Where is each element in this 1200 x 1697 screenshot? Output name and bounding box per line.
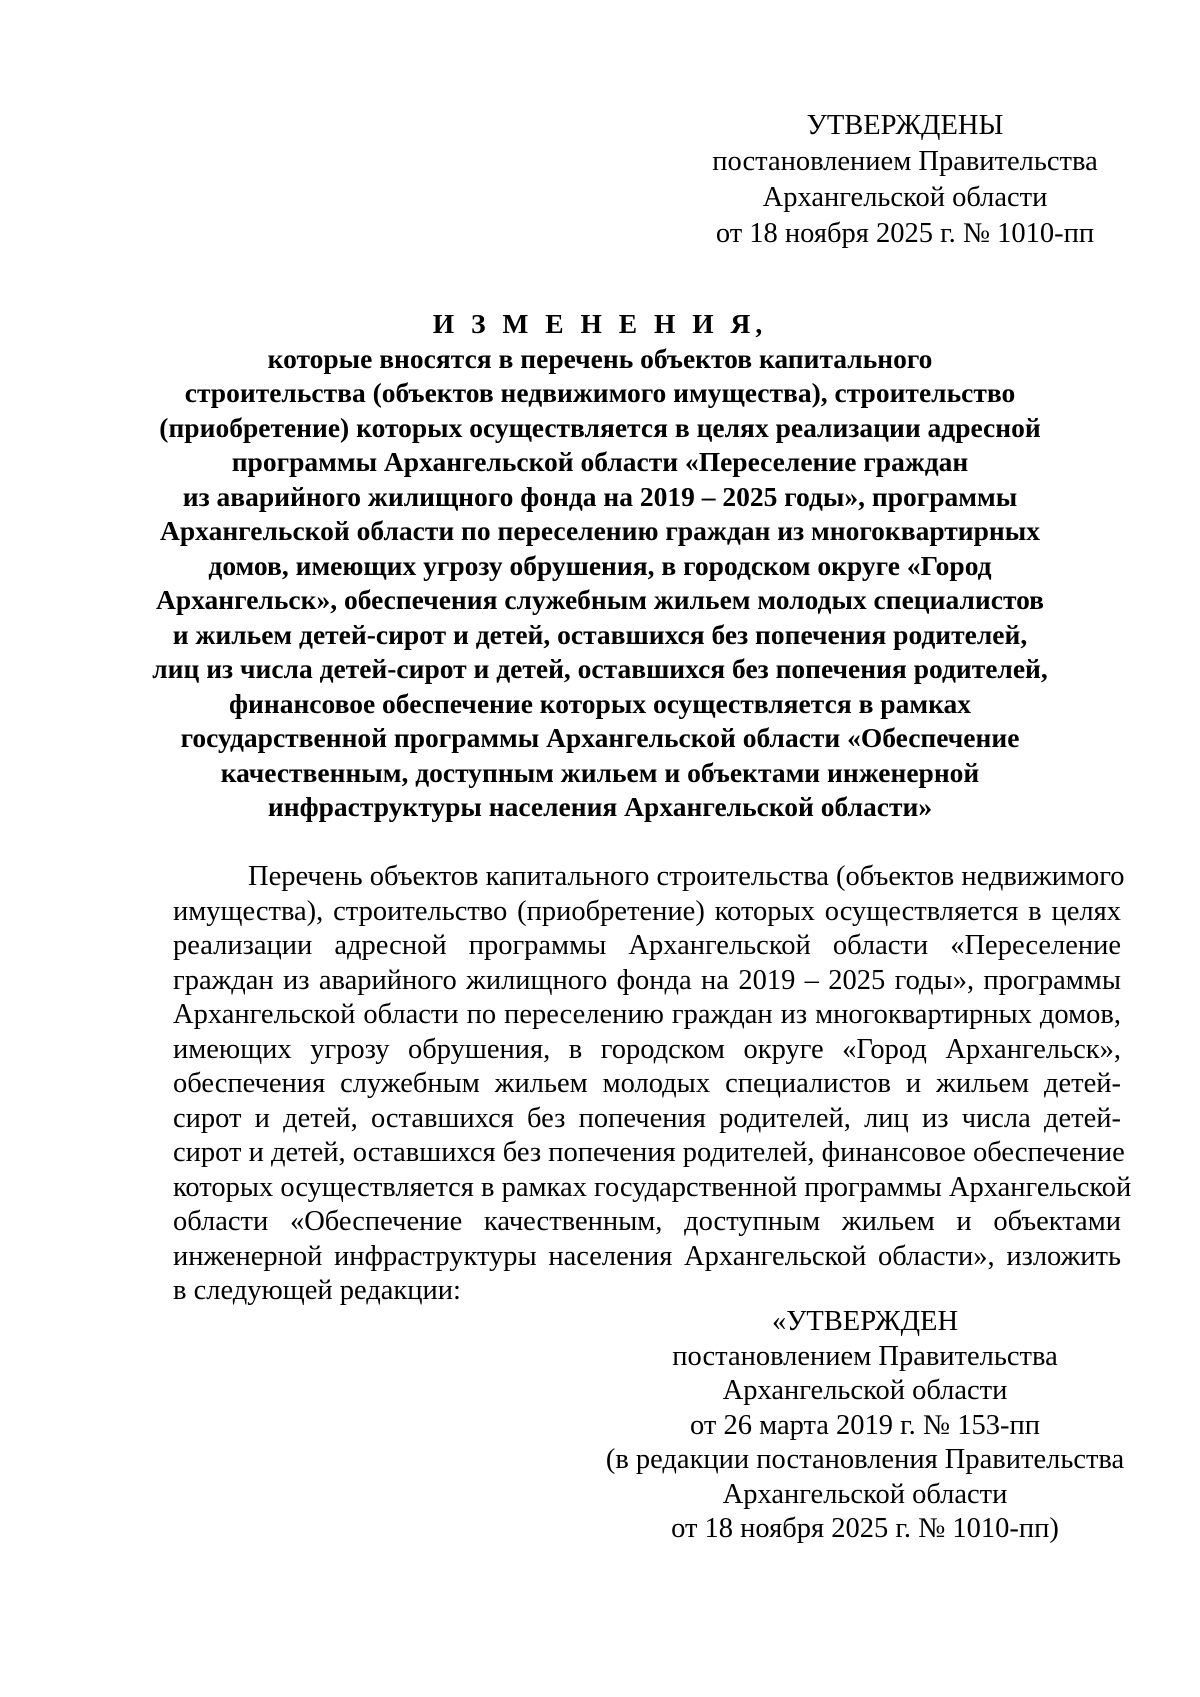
title-line: лиц из числа детей-сирот и детей, оставшихся без попечения родителей,: [152, 653, 1048, 684]
title-line: Архангельской области по переселению граждан из многоквартирных: [160, 515, 1040, 546]
body-line: сирот и детей, оставшихся без попечения родителей, финансовое обеспечение: [173, 1137, 1125, 1168]
title-line: домов, имеющих угрозу обрушения, в городском округе «Город: [208, 549, 992, 581]
approval-line: от 18 ноября 2025 г. № 1010-пп: [715, 218, 1095, 249]
title-line: из аварийного жилищного фонда на 2019 – 2025 годы», программы: [182, 480, 1018, 512]
redaction-stamp: [590, 1305, 1140, 1547]
document-title: [150, 307, 1050, 825]
redaction-line: «УТВЕРЖДЕН: [771, 1306, 959, 1337]
title-line: которые вносятся в перечень объектов капитального: [267, 342, 933, 374]
title-line: качественным, доступным жильем и объектами инженерной: [220, 756, 980, 788]
body-line: Архангельской области по переселению граждан из многоквартирных домов,: [173, 999, 1121, 1030]
body-line: инженерной инфраструктуры населения Архангельской области», изложить: [173, 1240, 1121, 1272]
approval-stamp: [680, 108, 1130, 252]
body-line: которых осуществляется в рамках государственной программы Архангельской: [173, 1171, 1132, 1203]
approval-line: Архангельской области: [762, 182, 1048, 213]
title-line: (приобретение) которых осуществляется в целях реализации адресной: [159, 411, 1041, 443]
body-line: в следующей редакции:: [173, 1275, 461, 1306]
title-line: инфраструктуры населения Архангельской области»: [267, 791, 933, 822]
title-heading: И З М Е Н Е Н И Я,: [432, 308, 768, 339]
redaction-line: Архангельской области: [722, 1375, 1008, 1406]
approval-line: постановлением Правительства: [712, 146, 1098, 177]
title-line: Архангельск», обеспечения служебным жильем молодых специалистов: [155, 584, 1045, 615]
body-line: имущества), строительство (приобретение) которых осуществляется в целях: [173, 895, 1121, 927]
body-paragraph: [173, 860, 1132, 1309]
body-line: граждан из аварийного жилищного фонда на 2019 – 2025 годы», программы: [173, 964, 1121, 996]
title-line: финансовое обеспечение которых осуществляется в рамках: [228, 687, 972, 719]
body-line: области «Обеспечение качественным, доступным жильем и объектами: [173, 1206, 1121, 1237]
redaction-line: Архангельской области: [722, 1478, 1008, 1510]
body-line: сирот и детей, оставшихся без попечения родителей, лиц из числа детей-: [173, 1102, 1121, 1134]
body-line: имеющих угрозу обрушения, в городском округе «Город Архангельск»,: [173, 1033, 1121, 1065]
approval-line: УТВЕРЖДЕНЫ: [806, 110, 1004, 141]
title-line: и жильем детей-сирот и детей, оставшихся без попечения родителей,: [172, 618, 1028, 650]
body-line: обеспечения служебным жильем молодых специалистов и жильем детей-: [173, 1068, 1121, 1099]
title-line: государственной программы Архангельской области «Обеспечение: [180, 722, 1020, 753]
redaction-line: постановлением Правительства: [672, 1340, 1058, 1372]
body-line: реализации адресной программы Архангельской области «Переселение: [173, 930, 1121, 961]
title-line: строительства (объектов недвижимого имущества), строительство: [184, 377, 1016, 408]
redaction-line: от 26 марта 2019 г. № 153-пп: [690, 1409, 1040, 1441]
body-line: Перечень объектов капитального строительства (объектов недвижимого: [248, 861, 1125, 892]
title-line: программы Архангельской области «Переселение граждан: [231, 446, 969, 477]
redaction-line: (в редакции постановления Правительства: [605, 1444, 1125, 1475]
redaction-line: от 18 ноября 2025 г. № 1010-пп): [671, 1513, 1059, 1544]
